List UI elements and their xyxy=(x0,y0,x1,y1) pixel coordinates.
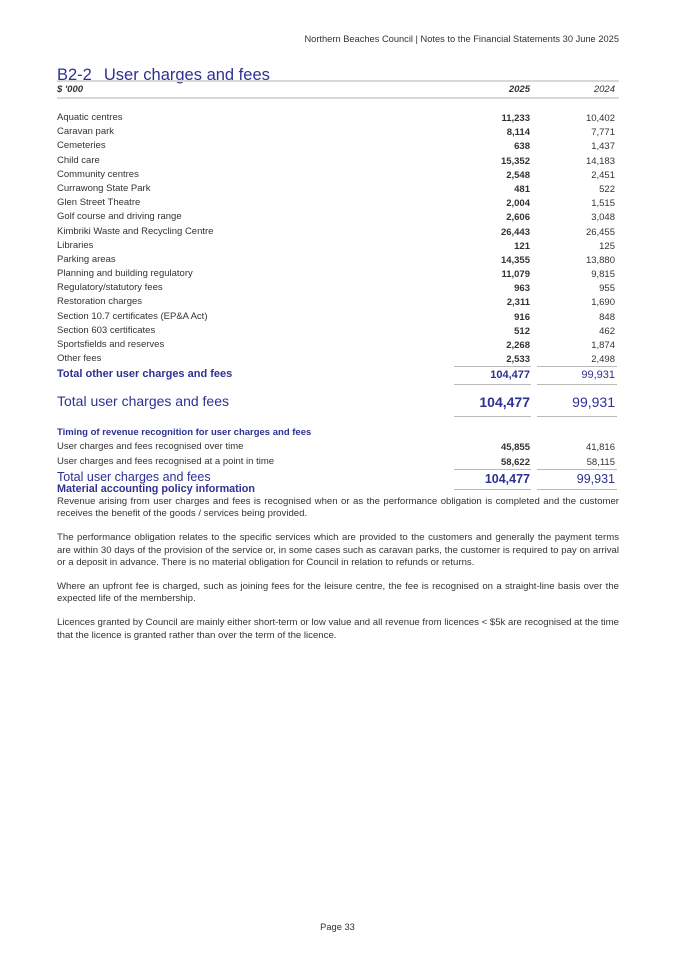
policy-paragraph: The performance obligation relates to the specific services which are provided to the customers and generally the payment terms are within 30 days of the provision of the service or, in some cases such as caravan parks, the customer is required to pay on arrival or a deposit in advance. There is no material obligation for Council in relation to refunds or returns. xyxy=(57,532,619,568)
unit-label: $ '000 xyxy=(57,84,84,95)
grand-total-row xyxy=(57,391,619,417)
table-row xyxy=(57,197,619,211)
row-label: Other fees xyxy=(57,353,102,365)
row-label: Community centres xyxy=(57,168,139,180)
table-row xyxy=(57,311,619,325)
col-header-2025: 2025 xyxy=(508,84,530,95)
value-2024: 26,455 xyxy=(585,226,615,238)
row-label: Child care xyxy=(57,154,100,166)
total-other-2025: 104,477 xyxy=(490,369,530,382)
policy-paragraph: Revenue arising from user charges and fees is recognised when or as the performance obligation is completed and the customer receives the benefit of the goods / services being provided. xyxy=(57,496,619,520)
value-2025: 11,079 xyxy=(501,269,530,281)
underline-2024 xyxy=(537,416,617,417)
value-2024: 9,815 xyxy=(591,269,615,281)
underline-2025 xyxy=(454,384,531,385)
table-row xyxy=(57,140,619,154)
row-label: Parking areas xyxy=(57,253,116,265)
table-row xyxy=(57,296,619,310)
value-2025: 481 xyxy=(514,183,530,195)
table-row xyxy=(57,169,619,183)
row-label: Planning and building regulatory xyxy=(57,268,193,280)
value-2025: 963 xyxy=(514,283,530,295)
section-title-text: User charges and fees xyxy=(103,65,270,84)
user-charges-table xyxy=(57,80,619,490)
timing-total-2025: 104,477 xyxy=(484,471,530,486)
value-2024: 1,874 xyxy=(591,340,615,351)
value-2024: 7,771 xyxy=(591,127,615,139)
table-header xyxy=(57,80,619,99)
value-2024: 14,183 xyxy=(585,155,615,167)
table-body xyxy=(57,112,619,367)
table-row xyxy=(57,240,619,254)
table-row xyxy=(57,226,619,240)
value-2025: 512 xyxy=(514,325,530,337)
underline-2025 xyxy=(454,416,531,417)
value-2025: 2,548 xyxy=(506,169,530,181)
table-row xyxy=(57,268,619,282)
value-2024: 58,115 xyxy=(586,456,615,468)
value-2024: 522 xyxy=(599,183,615,195)
policy-paragraph: Licences granted by Council are mainly either short-term or low value and all revenue from licences < $5k are recognised at the time that the licence is granted rather than over the term of the licence. xyxy=(57,617,619,641)
row-label: Cemeteries xyxy=(57,140,106,152)
row-label: Caravan park xyxy=(57,126,115,138)
policy-heading: Material accounting policy information xyxy=(57,483,255,495)
row-label: Regulatory/statutory fees xyxy=(57,282,163,294)
timing-title: Timing of revenue recognition for user charges and fees xyxy=(57,427,312,439)
value-2024: 1,690 xyxy=(591,297,615,309)
value-2025: 638 xyxy=(514,141,530,153)
underline-2024 xyxy=(537,384,617,385)
timing-total-2024: 99,931 xyxy=(576,471,615,486)
timing-body xyxy=(57,441,619,469)
total-other-label: Total other user charges and fees xyxy=(57,368,233,381)
value-2025: 2,533 xyxy=(506,354,530,366)
value-2024: 3,048 xyxy=(591,212,615,224)
value-2025: 26,443 xyxy=(500,226,530,238)
grand-total-2024: 99,931 xyxy=(572,394,615,411)
value-2024: 41,816 xyxy=(585,442,615,454)
policy-paragraph: Where an upfront fee is charged, such as joining fees for the leisure centre, the fee is recognised on a straight-line basis over the expected life of the membership. xyxy=(57,581,619,605)
table-row xyxy=(57,112,619,126)
table-row xyxy=(57,339,619,353)
value-2025: 2,004 xyxy=(506,198,530,210)
col-header-2024: 2024 xyxy=(593,84,615,95)
value-2025: 45,855 xyxy=(500,442,530,454)
value-2025: 15,352 xyxy=(500,155,530,167)
table-row xyxy=(57,282,619,296)
value-2024: 125 xyxy=(599,240,615,252)
value-2024: 955 xyxy=(599,283,615,295)
value-2025: 14,355 xyxy=(500,254,530,266)
value-2024: 13,880 xyxy=(585,254,615,266)
grand-total-2025: 104,477 xyxy=(479,394,530,411)
value-2024: 462 xyxy=(599,325,615,337)
table-row xyxy=(57,325,619,339)
row-label: Golf course and driving range xyxy=(57,211,182,223)
table-row xyxy=(57,126,619,140)
value-2025: 58,622 xyxy=(500,456,530,468)
row-label: Section 10.7 certificates (EP&A Act) xyxy=(57,310,208,322)
policy-section xyxy=(57,483,619,654)
row-label: User charges and fees recognised at a point in time xyxy=(57,455,275,467)
row-label: Restoration charges xyxy=(57,296,143,308)
value-2024: 1,515 xyxy=(591,198,615,210)
page-number: Page 33 xyxy=(320,922,355,932)
total-other-2024: 99,931 xyxy=(581,369,615,382)
value-2024: 848 xyxy=(599,311,615,323)
value-2024: 2,451 xyxy=(591,169,615,181)
value-2025: 11,233 xyxy=(501,113,530,124)
row-label: Sportsfields and reserves xyxy=(57,339,165,350)
row-label: Section 603 certificates xyxy=(57,324,156,336)
table-row xyxy=(57,254,619,268)
running-header: Northern Beaches Council | Notes to the Financial Statements 30 June 2025 xyxy=(304,34,619,44)
value-2025: 2,268 xyxy=(506,340,530,351)
table-row xyxy=(57,155,619,169)
table-row xyxy=(57,353,619,367)
table-row xyxy=(57,183,619,197)
value-2024: 1,437 xyxy=(591,141,615,153)
table-row xyxy=(57,441,619,455)
value-2024: 10,402 xyxy=(585,113,615,124)
row-label: Kimbriki Waste and Recycling Centre xyxy=(57,225,214,237)
value-2025: 2,606 xyxy=(506,212,530,224)
row-label: Glen Street Theatre xyxy=(57,197,141,209)
value-2025: 916 xyxy=(514,311,530,323)
total-other-row xyxy=(57,367,619,385)
table-row xyxy=(57,211,619,225)
section-number: B2-2 xyxy=(57,65,92,84)
value-2024: 2,498 xyxy=(591,354,615,366)
value-2025: 121 xyxy=(514,240,530,252)
grand-total-label: Total user charges and fees xyxy=(57,393,229,410)
row-label: Currawong State Park xyxy=(57,182,151,194)
timing-total-label: Total user charges and fees xyxy=(57,469,211,484)
value-2025: 8,114 xyxy=(506,127,530,139)
table-row xyxy=(57,456,619,470)
row-label: Aquatic centres xyxy=(57,112,123,123)
row-label: User charges and fees recognised over time xyxy=(57,441,244,453)
value-2025: 2,311 xyxy=(506,297,530,309)
row-label: Libraries xyxy=(57,239,94,251)
